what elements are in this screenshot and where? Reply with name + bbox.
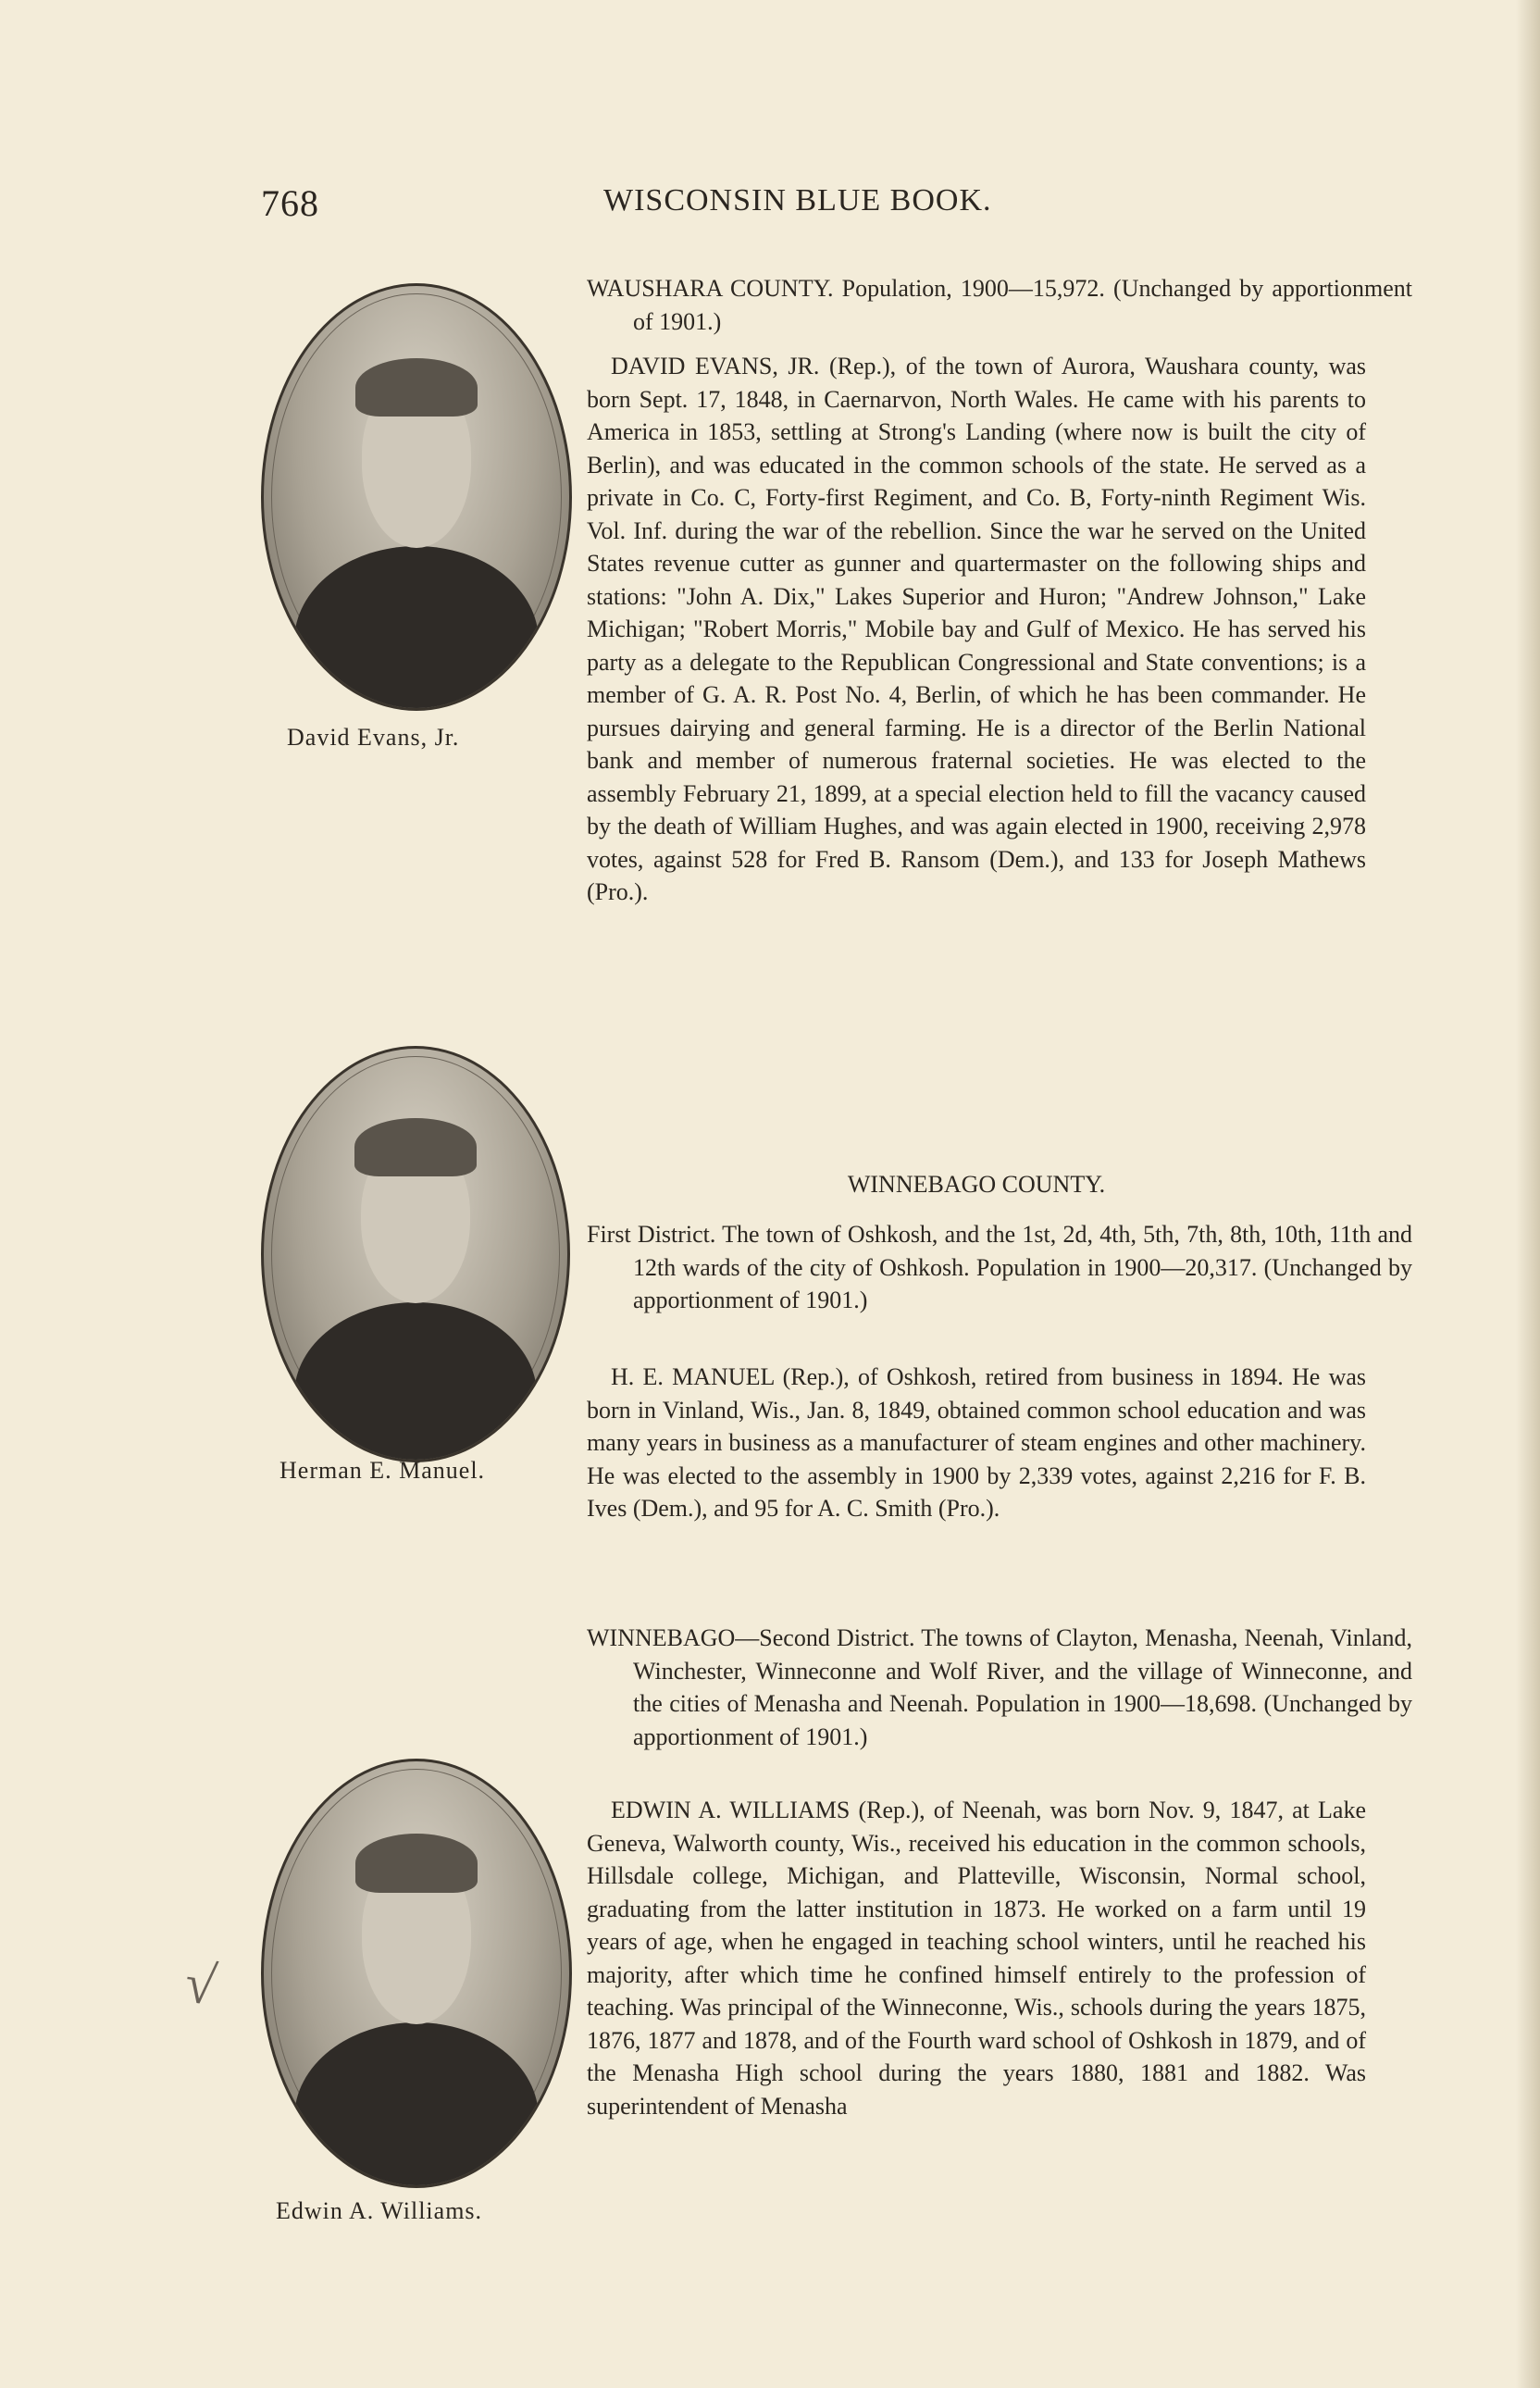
caption-david-evans: David Evans, Jr. [287, 724, 460, 751]
page-edge-shadow [1516, 0, 1540, 2388]
portrait-hair [354, 1118, 476, 1175]
second-district-description: WINNEBAGO—Second District. The towns of Clayton, Menasha, Neenah, Vinland, Winchester, Winneconne and Wolf River, and the village of Winneconne, and the cities of Menasha and Neenah. Population in 1900—18,698. (Unchanged by apportionment of 1901.) [587, 1624, 1412, 1750]
margin-check-mark: √ [180, 1952, 220, 2017]
portrait-david-evans [261, 283, 572, 711]
herman-manuel-biography: H. E. MANUEL (Rep.), of Oshkosh, retired from business in 1894. He was born in Vinland, Wis., Jan. 8, 1849, obtained common school education and was many years in business as a manufacturer of steam engines and other machinery. He was elected to the assembly in 1900 by 2,339 votes, against 2,216 for F. B. Ives (Dem.), and 95 for A. C. Smith (Pro.). [587, 1363, 1366, 1522]
portrait-hair [355, 358, 478, 417]
edwin-williams-biography: EDWIN A. WILLIAMS (Rep.), of Neenah, was born Nov. 9, 1847, at Lake Geneva, Walworth county, Wis., received his education in the common schools, Hillsdale college, Michigan, and Platteville, Wisconsin, Normal school, graduating from the latter institution in 1873. He worked on a farm until 19 years of age, when he engaged in teaching school winters, until he reached his majority, after which time he confined himself entirely to the profession of teaching. Was principal of the Winneconne, Wis., schools during the years 1875, 1876, 1877 and 1878, and of the Fourth ward school of Oshkosh in 1879, and of the Menasha High school during the years 1880, 1881 and 1882. Was superintendent of Menasha [587, 1797, 1366, 2120]
waushara-county-heading: WAUSHARA COUNTY. Population, 1900—15,972. (Unchanged by apportionment of 1901.) [587, 275, 1412, 335]
first-district-description: First District. The town of Oshkosh, and the 1st, 2d, 4th, 5th, 7th, 8th, 10th, 11th and 12th wards of the city of Oshkosh. Population in 1900—20,317. (Unchanged by apportionment of 1901.) [587, 1221, 1412, 1313]
portrait-hair [355, 1834, 478, 1893]
running-head: WISCONSIN BLUE BOOK. [603, 183, 992, 218]
portrait-edwin-williams [261, 1759, 572, 2188]
caption-edwin-williams: Edwin A. Williams. [276, 2197, 483, 2224]
page-number: 768 [261, 182, 319, 224]
david-evans-biography: DAVID EVANS, JR. (Rep.), of the town of Aurora, Waushara county, was born Sept. 17, 1848, in Caernarvon, North Wales. He came with his parents to America in 1853, settling at Strong's Landing (where now is built the city of Berlin), and was educated in the common schools of the state. He served as a private in Co. C, Forty-first Regiment, and Co. B, Forty-ninth Regiment Wis. Vol. Inf. during the war of the rebellion. Since the war he served on the United States revenue cutter as gunner and quartermaster on the following ships and stations: "John A. Dix," Lakes Superior and Huron; "Andrew Johnson," Lake Michigan; "Robert Morris," Mobile bay and Gulf of Mexico. He has served his party as a delegate to the Republican Congressional and State conventions; is a member of G. A. R. Post No. 4, Berlin, of which he has been commander. He pursues dairying and general farming. He is a director of the Berlin National bank and member of numerous fraternal societies. He was elected to the assembly February 21, 1899, at a special election held to fill the vacancy caused by the death of William Hughes, and was again elected in 1900, receiving 2,978 votes, against 528 for Fred B. Ransom (Dem.), and 133 for Joseph Mathews (Pro.). [587, 353, 1366, 905]
caption-herman-manuel: Herman E. Manuel. [279, 1457, 486, 1484]
winnebago-county-heading: WINNEBAGO COUNTY. [847, 1171, 1106, 1198]
portrait-herman-manuel [261, 1046, 570, 1462]
